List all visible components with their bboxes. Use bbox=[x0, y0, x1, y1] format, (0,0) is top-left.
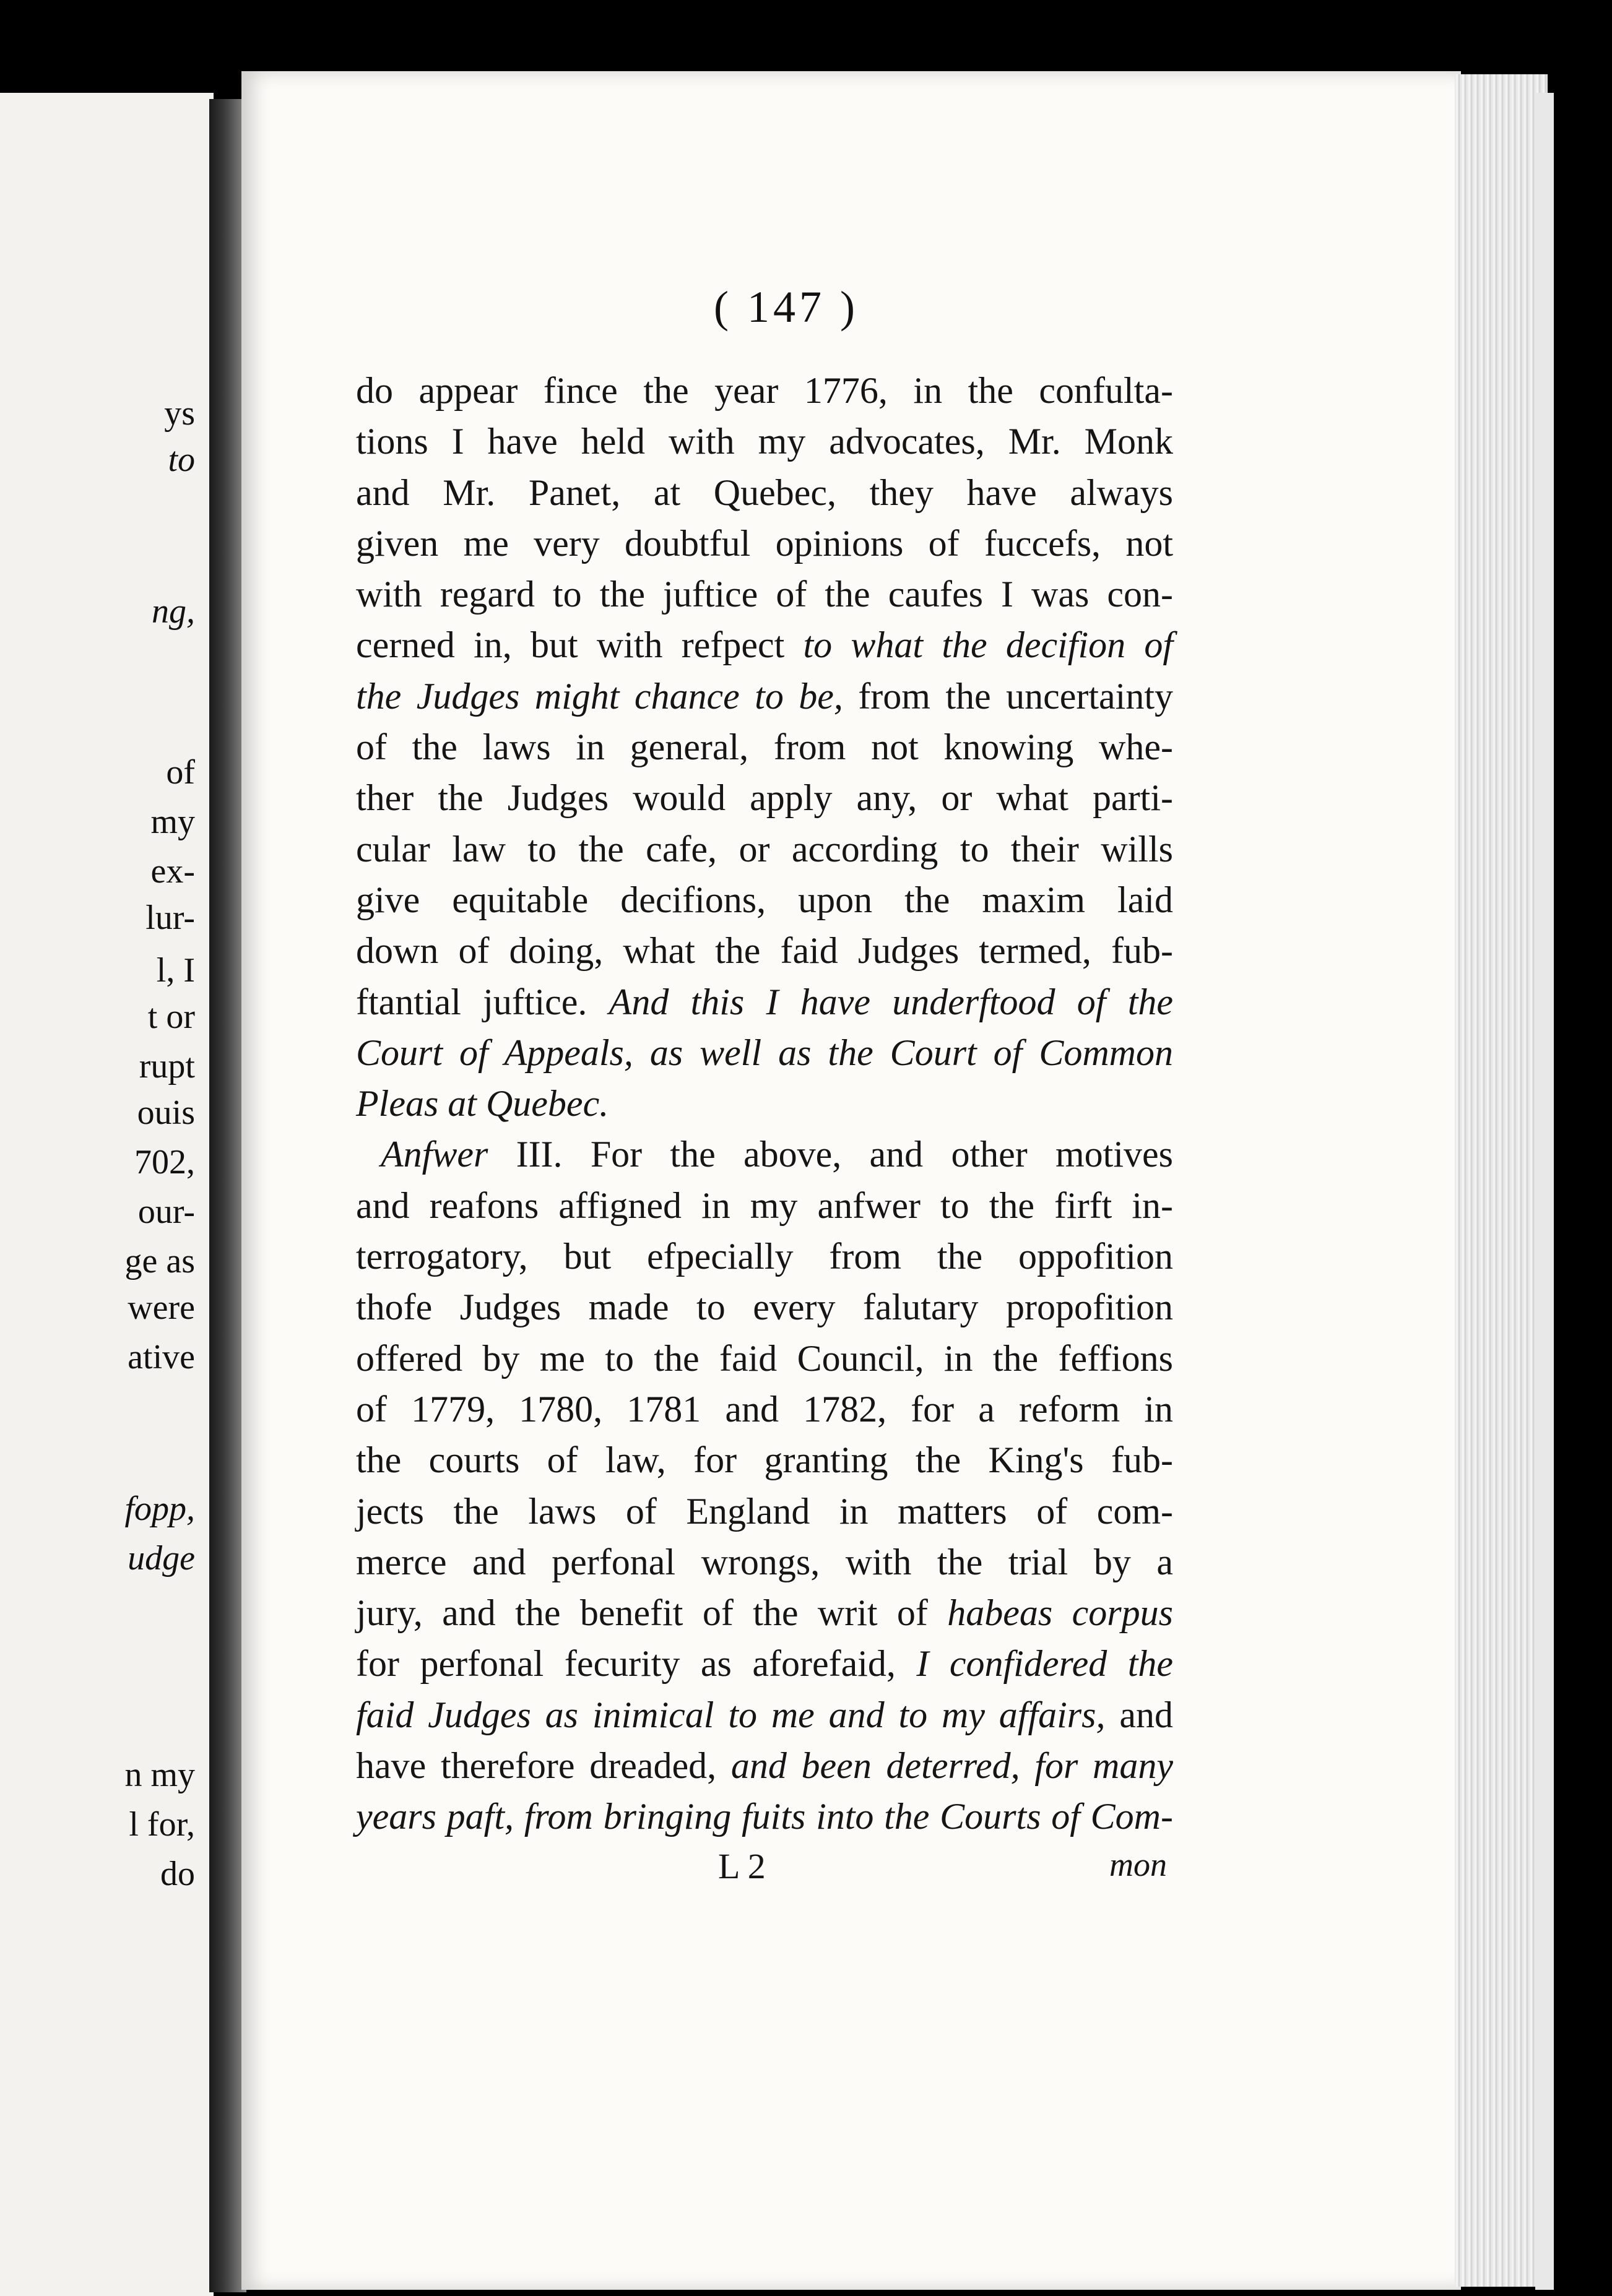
roman-text: ther the Judges would apply any, or what parti- bbox=[356, 777, 1173, 819]
italic-text: I confidered the bbox=[916, 1643, 1173, 1685]
roman-text: cerned in, but with refpect bbox=[356, 624, 804, 666]
roman-text: terrogatory, but efpecially from the oppofition bbox=[356, 1236, 1173, 1277]
left-page-fragment: do bbox=[160, 1855, 195, 1893]
left-page-fragment: l, I bbox=[156, 951, 195, 990]
left-page-fragment: l for, bbox=[129, 1805, 195, 1844]
text-line bbox=[356, 1740, 1173, 1791]
left-page-fragment: fopp, bbox=[124, 1490, 195, 1528]
roman-text: for perfonal fecurity as aforefaid, bbox=[356, 1643, 917, 1685]
page-number: ( 147 ) bbox=[714, 282, 859, 332]
left-page-fragment: to bbox=[168, 441, 195, 479]
page-edge-strip bbox=[1535, 93, 1554, 2290]
page-footer bbox=[356, 1845, 1173, 1895]
roman-text: of the laws in general, from not knowing whe- bbox=[356, 727, 1173, 768]
text-line bbox=[356, 1638, 1173, 1689]
italic-text: the Judges might chance to be, bbox=[356, 675, 843, 717]
text-line bbox=[356, 467, 1173, 518]
left-page-fragment: udge bbox=[128, 1539, 195, 1577]
roman-text: offered by me to the faid Council, in the feffions bbox=[356, 1337, 1173, 1379]
text-line bbox=[356, 977, 1173, 1027]
text-line bbox=[356, 518, 1173, 569]
text-line bbox=[356, 365, 1173, 416]
text-line bbox=[356, 772, 1173, 823]
left-page-fragment: of bbox=[166, 753, 195, 792]
roman-text: from the uncertainty bbox=[843, 675, 1173, 717]
left-page-fragment: rupt bbox=[139, 1047, 195, 1085]
roman-text: of 1779, 1780, 1781 and 1782, for a reform in bbox=[356, 1388, 1173, 1430]
italic-text: habeas corpus bbox=[947, 1592, 1173, 1634]
roman-text: cular law to the cafe, or according to their wills bbox=[356, 828, 1173, 870]
roman-text: have therefore dreaded, bbox=[356, 1745, 731, 1787]
text-line bbox=[356, 1180, 1173, 1231]
text-line bbox=[356, 619, 1173, 670]
roman-text: and Mr. Panet, at Quebec, they have always bbox=[356, 472, 1173, 513]
text-line bbox=[356, 1129, 1173, 1180]
signature-mark: L 2 bbox=[718, 1846, 766, 1886]
text-line bbox=[356, 1537, 1173, 1587]
text-line bbox=[356, 1791, 1173, 1842]
italic-text: Court of Appeals, as well as the Court of Common bbox=[356, 1032, 1173, 1073]
text-line bbox=[356, 1027, 1173, 1078]
roman-text: merce and perfonal wrongs, with the trial by a bbox=[356, 1541, 1173, 1582]
italic-text: And this I have underftood of the bbox=[609, 981, 1173, 1022]
roman-text: thofe Judges made to every falutary propofition bbox=[356, 1287, 1173, 1328]
body-text bbox=[356, 365, 1173, 1842]
left-page-fragment: my bbox=[150, 803, 195, 841]
roman-text: and bbox=[1105, 1694, 1173, 1735]
italic-text: and been deterred, for many bbox=[730, 1745, 1174, 1787]
left-page-fragment: were bbox=[128, 1288, 195, 1327]
left-page-fragment: ouis bbox=[137, 1094, 195, 1132]
text-line bbox=[356, 824, 1173, 874]
roman-text: given me very doubtful opinions of fuccefs, not bbox=[356, 522, 1173, 564]
roman-text: down of doing, what the faid Judges termed, fub- bbox=[356, 930, 1173, 972]
roman-text: the courts of law, for granting the King's fub- bbox=[356, 1439, 1173, 1481]
left-page-fragment: our- bbox=[137, 1193, 195, 1231]
left-page-fragment: t or bbox=[147, 998, 195, 1036]
roman-text: and reafons affigned in my anfwer to the firft in- bbox=[356, 1185, 1173, 1226]
text-line bbox=[356, 1333, 1173, 1384]
italic-text: to what the decifion of bbox=[803, 624, 1173, 666]
left-page-fragment: ge as bbox=[124, 1242, 195, 1280]
page-stack-edges bbox=[1455, 74, 1548, 2287]
text-line bbox=[356, 925, 1173, 976]
text-line bbox=[356, 874, 1173, 925]
text-line bbox=[356, 1587, 1173, 1638]
text-line bbox=[356, 671, 1173, 722]
roman-text: give equitable decifions, upon the maxim laid bbox=[356, 879, 1173, 920]
left-facing-page bbox=[0, 93, 214, 2296]
text-line bbox=[356, 569, 1173, 619]
text-line bbox=[356, 1078, 1173, 1129]
roman-text: III. For the above, and other motives bbox=[488, 1134, 1173, 1175]
roman-text: jects the laws of England in matters of com- bbox=[356, 1490, 1173, 1532]
text-line bbox=[356, 1486, 1173, 1537]
text-line bbox=[356, 1231, 1173, 1282]
text-line bbox=[356, 722, 1173, 772]
roman-text: with regard to the juftice of the caufes I was con- bbox=[356, 574, 1173, 615]
italic-text: years paft, from bringing fuits into the Courts of Com- bbox=[356, 1796, 1173, 1837]
left-page-fragment: ative bbox=[128, 1338, 195, 1376]
left-page-fragment: ex- bbox=[150, 852, 195, 891]
left-page-fragment: 702, bbox=[134, 1143, 195, 1181]
left-page-fragment: lur- bbox=[145, 899, 195, 937]
text-line bbox=[356, 1384, 1173, 1435]
book-gutter bbox=[209, 99, 246, 2292]
left-page-fragment: ng, bbox=[152, 592, 195, 631]
text-line bbox=[356, 1690, 1173, 1740]
catchword: mon bbox=[1109, 1846, 1167, 1883]
left-page-fragment: ys bbox=[164, 394, 195, 433]
italic-text: faid Judges as inimical to me and to my affairs, bbox=[356, 1694, 1106, 1735]
roman-text: do appear fince the year 1776, in the confulta- bbox=[356, 370, 1173, 411]
italic-text: Anfwer bbox=[381, 1134, 488, 1175]
text-line bbox=[356, 1435, 1173, 1485]
roman-text: tions I have held with my advocates, Mr. Monk bbox=[356, 421, 1173, 462]
roman-text: jury, and the benefit of the writ of bbox=[356, 1592, 948, 1634]
left-page-fragment: n my bbox=[124, 1756, 195, 1794]
italic-text: Pleas at Quebec. bbox=[356, 1083, 609, 1124]
text-line bbox=[356, 416, 1173, 467]
text-line bbox=[356, 1282, 1173, 1332]
roman-text: ftantial juftice. bbox=[356, 981, 609, 1022]
